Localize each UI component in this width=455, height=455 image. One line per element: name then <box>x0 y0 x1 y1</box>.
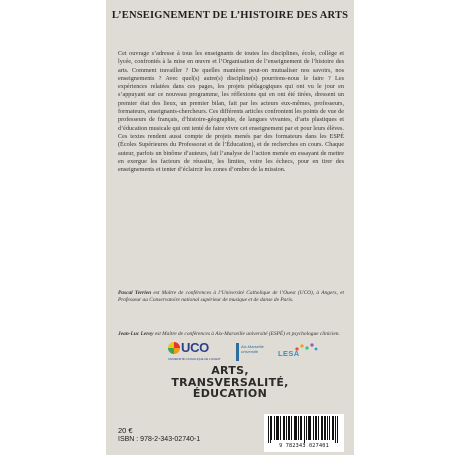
collection-line: TRANSVERSALITÉ, <box>171 375 289 389</box>
amu-logo-text: Aix-Marseille université <box>241 344 264 354</box>
author-bio-text: est Maître de conférences à l’Université Catholique de l’Ouest (UCO), à Angers, et Professeur au Conservatoire national supérieur de musique et de danse de Paris. <box>118 290 344 304</box>
barcode-bars-icon <box>268 416 340 443</box>
author-name: Jean-Luc Leroy <box>118 331 154 337</box>
cover-blurb: Cet ouvrage s’adresse à tous les enseignants de toutes les disciplines, école, collège et lycée, confrontés à la mise en œuvre et l’Organisation de l’enseignement de l’histoire des arts. Comment travailler ? De quelles manières peut-on mutualiser nos savoirs, nos enseignements ? Avec quel(s) autre(s) discipline(s) pourrions-nous le faire ? Les expériences relatées dans ces pages, les projets pédagogiques qui ont vu le jour en s’appuyant sur ce nouveau programme, les réflexions qui en ont été tirées, dressent un premier état des lieux, un premier bilan, fait par les acteurs eux-mêmes, professeurs, formateurs, enseignants-chercheurs. Ces différents articles confrontent les points de vue de professeurs de français, d’histoire-géographie, de langues vivantes, d’arts plastiques et d’éducation musicale qui ont tenté de faire vivre cet enseignement par et pour leurs élèves. Ces textes rendent aussi compte de projets menés par des formateurs dans les ESPÉ (Écoles Supérieures du Professorat et de l’Éducation), et de recherches en cours. Chaque auteur, parfois un binôme d’auteurs, fait l’analyse de l’action menée en essayant de mettre en exergue les facteurs de réussite, les limites, voire les échecs, pour en tirer des enseignements et tenter d’éclaircir les zones d’ombre de la mission. <box>118 50 344 174</box>
lesa-logo <box>278 343 318 365</box>
price: 20 € <box>118 426 133 435</box>
collection-name <box>164 365 296 400</box>
book-title: L’ENSEIGNEMENT DE L’HISTOIRE DES ARTS <box>111 10 349 21</box>
uco-logo-icon <box>168 342 180 354</box>
amu-logo-icon <box>236 343 239 361</box>
isbn: ISBN : 978-2-343-02740-1 <box>118 436 201 443</box>
author-bio-text: est Maître de conférences à Aix-Marseille université (ESPÉ) et psychologue clinicien. <box>153 331 340 337</box>
back-cover <box>106 0 354 455</box>
uco-logo <box>168 340 221 366</box>
uco-logo-text: UCO <box>181 340 209 355</box>
author-bio-1 <box>118 290 344 305</box>
lesa-logo-text: LESA <box>278 349 300 358</box>
author-bio-2 <box>118 331 344 338</box>
barcode-digits: 9 782343 027401 <box>279 443 329 449</box>
collection-line: ARTS, <box>211 364 249 377</box>
barcode <box>264 414 344 452</box>
collection-line: ÉDUCATION <box>192 387 268 400</box>
author-name: Pascal Terrien <box>118 290 152 296</box>
amu-logo <box>236 343 270 361</box>
uco-logo-subtitle: UNIVERSITÉ CATHOLIQUE DE L’OUEST <box>168 357 221 361</box>
